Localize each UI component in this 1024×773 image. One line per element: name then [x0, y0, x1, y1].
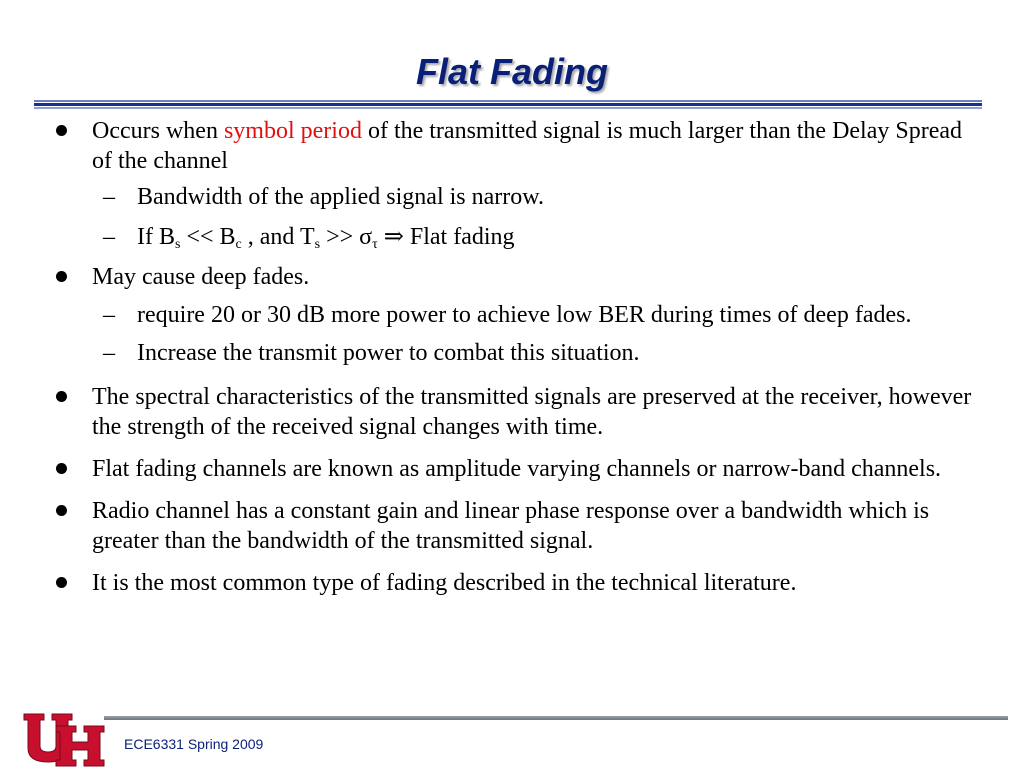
bullet-item — [0, 116, 1024, 176]
dash-icon: – — [103, 340, 115, 366]
sub-bullet-item — [0, 338, 1024, 368]
title-divider — [34, 100, 982, 110]
bullet-item — [0, 568, 1024, 598]
bullet-dot-icon — [56, 271, 67, 282]
bullet-dot-icon — [56, 463, 67, 474]
bullet-text: It is the most common type of fading described in the technical literature. — [92, 570, 797, 596]
bullet-item — [0, 454, 1024, 484]
university-logo — [22, 712, 106, 773]
dash-icon: – — [103, 224, 115, 250]
bullet-dot-icon — [56, 505, 67, 516]
highlight-text: symbol period — [223, 118, 362, 144]
bullet-item — [0, 262, 1024, 292]
bullet-text: The spectral characteristics of the transmitted signals are preserved at the receiver, however the strength of the received signal changes with time. — [92, 384, 972, 440]
sub-bullet-text: Bandwidth of the applied signal is narrow. — [137, 184, 545, 210]
slide-body — [0, 116, 1024, 604]
dash-icon: – — [103, 184, 115, 210]
slide-title: Flat Fading — [416, 51, 608, 92]
bullet-dot-icon — [56, 125, 67, 136]
sub-bullet-item — [0, 298, 1024, 332]
bullet-text: Radio channel has a constant gain and linear phase response over a bandwidth which is greater than the bandwidth of the transmitted signal. — [92, 498, 930, 554]
bullet-text-post: of the transmitted signal is much larger than the Delay Spread of the channel — [92, 118, 963, 174]
sub-bullet-text: require 20 or 30 dB more power to achieve low BER during times of deep fades. — [137, 302, 912, 328]
bullet-text-pre: Occurs when — [92, 118, 224, 144]
formula-text: If $B_s << B_c$ , and $T_s >> \sigma_\tau$ ⇒ Flat fading — [137, 224, 515, 252]
bullet-dot-icon — [56, 391, 67, 402]
bullet-item — [0, 496, 1024, 556]
dash-icon: – — [103, 302, 115, 328]
sub-bullet-text: Increase the transmit power to combat this situation. — [137, 340, 640, 366]
sub-bullet-item — [0, 222, 1024, 252]
bullet-text: Flat fading channels are known as amplitude varying channels or narrow-band channels. — [92, 456, 942, 482]
sub-bullet-item — [0, 182, 1024, 212]
bullet-dot-icon — [56, 577, 67, 588]
bullet-item — [0, 382, 1024, 442]
bullet-text: May cause deep fades. — [92, 264, 310, 290]
footer-divider — [104, 716, 1008, 720]
footer-text: ECE6331 Spring 2009 — [124, 736, 264, 752]
